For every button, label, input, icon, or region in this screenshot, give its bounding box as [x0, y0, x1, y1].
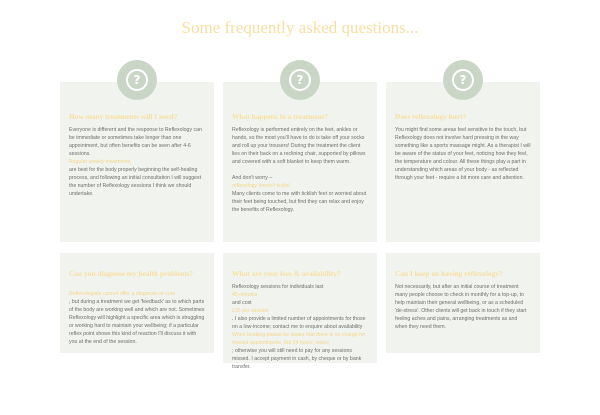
question-mark-icon: ? — [280, 60, 320, 100]
faq-answer-text: , but during a treatment we get 'feedback' as to which parts of the body are working well and which are not. Sometimes Reflexology will highlight a specific area which is struggling or working hard to maintain your wellbeing; if a particular reflex point shows this kind of reaction I'll discuss it with you at the end of the session. — [69, 299, 205, 345]
faq-answer-highlight: Reflexologists cannot offer a diagnosis or cure — [69, 291, 176, 297]
faq-answer-highlight: 45 minutes — [232, 292, 258, 298]
faq-answer-text: are best for the body properly beginning the self-healing process, and following an initial consultation I will suggest the number of Reflexology sessions I think we should undertake. — [69, 167, 202, 197]
faq-answer-highlight: £35 per session — [232, 308, 269, 314]
faq-answer-text: Not necessarily, but after an initial course of treatment many people choose to check in monthly for a top-up, to help maintain their general wellbeing, or as a scheduled 'de-stress'. Other clients will get back in touch if they start feeling aches and pains, arranging treatments as and when they need them. — [395, 284, 527, 330]
faq-question: What happens in a treatment? — [232, 112, 328, 121]
faq-card-diagnose — [60, 253, 214, 353]
faq-answer-text: . I also provide a limited number of appointments for those on a low-income; contact me to enquire about availability — [232, 316, 366, 330]
page-title: Some frequently asked questions... — [181, 18, 419, 37]
faq-answer-highlight: When booking please be aware that there is no charge for missed appointments, but 24 hours' notice — [232, 332, 366, 346]
question-mark-icon: ? — [443, 60, 483, 100]
faq-question: Does reflexology hurt? — [395, 112, 467, 121]
faq-card-treatments — [60, 73, 214, 242]
faq-card-does-it-hurt — [386, 73, 540, 242]
faq-answer-text: Reflexology sessions for individuals last — [232, 284, 324, 290]
faq-question: What are your fees & availability? — [232, 269, 341, 278]
faq-answer-text: And don't worry – — [232, 175, 273, 181]
question-mark-icon: ? — [117, 60, 157, 100]
faq-card-what-happens — [223, 73, 377, 242]
faq-answer-highlight: reflexology doesn't tickle! — [232, 183, 290, 189]
faq-card-fees — [223, 253, 377, 370]
faq-answer-text: Reflexology is performed entirely on the feet, ankles or hands, so the most you'll have to do is take off your socks and roll up your trousers! During the treatment the client lies on their back on a reclining chair, supported by pillows and covered with a soft blanket to keep them warm. — [232, 127, 366, 165]
faq-card-keep-having — [386, 253, 540, 353]
faq-question: Can you diagnose my health problems? — [69, 269, 194, 278]
faq-answer-text: Many clients come to me with ticklish feet or worried about their feet being touched, but find they can relax and enjoy the benefits of Reflexology. — [232, 191, 367, 213]
faq-answer-text: Everyone is different and the response to Reflexology can be immediate or sometimes take longer than one appointment, but often benefits can be seen after 4-6 sessions. — [69, 127, 202, 157]
faq-question: Can I keep on having reflexology? — [395, 269, 503, 278]
faq-answer-text: and cost — [232, 300, 252, 306]
faq-answer-highlight: Regular weekly treatments — [69, 159, 131, 165]
faq-answer-text: ; otherwise you will still need to pay for any sessions missed. I accept payment in cash, by cheque or by bank transfer. — [232, 348, 362, 370]
faq-answer-text: You might find some areas feel sensitive to the touch, but Reflexology does not involve hard pressing in the way something like a sports massage might. As a therapist I will be aware of the status of your feet, noticing how they feel, the temperature and colour. All these things play a part in understanding which areas of your body - as reflected through your feet - require a bit more care and attention. — [395, 127, 531, 181]
faq-question: How many treatments will I need? — [69, 112, 178, 121]
